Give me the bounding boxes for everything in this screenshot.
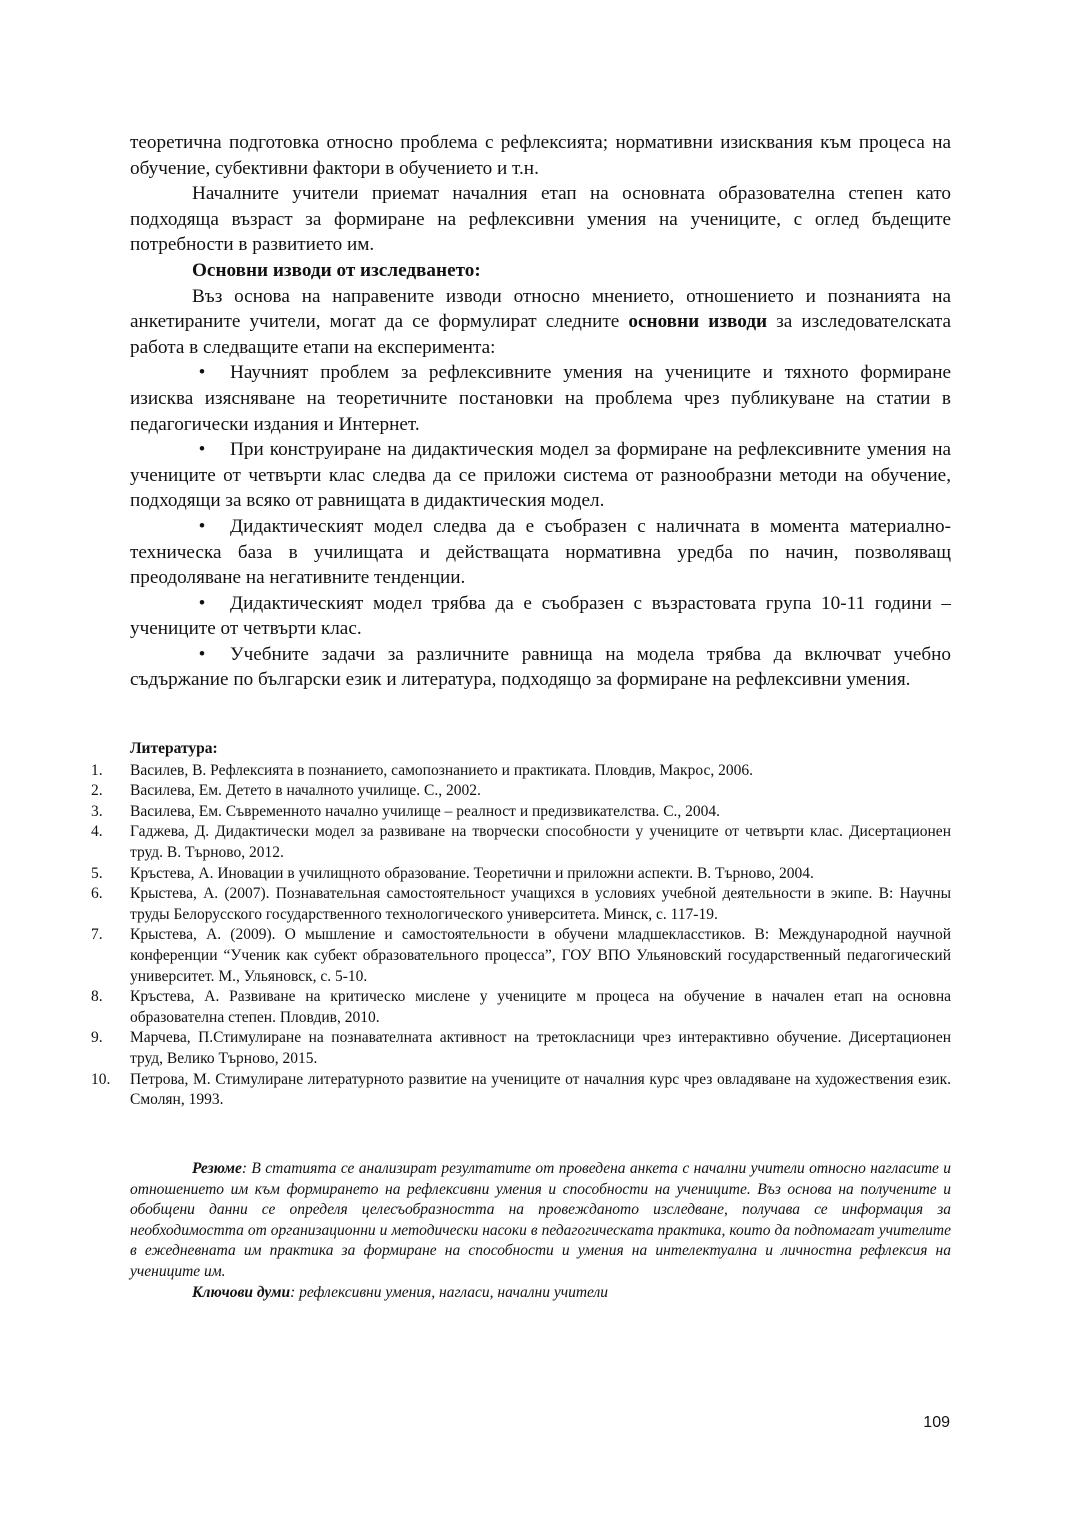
reference-number: 8.: [91, 988, 103, 1006]
reference-text: Василева, Ем. Съвременното начално училище – реалност и предизвикателства. С., 2004.: [130, 802, 721, 820]
reference-text: Гаджева, Д. Дидактически модел за развиване на творчески способности у учениците от четвърти клас. Дисертационен труд. В. Търново, 2012.: [130, 823, 951, 861]
reference-item: [91, 822, 951, 863]
reference-item: [91, 802, 951, 823]
keywords-label: Ключови думи: [192, 1283, 291, 1301]
reference-text: Крыстева, А. (2007). Познавательная самостоятельност учащихся в условиях учебной деятельности в экипе. В: Научны труды Белорусского государственного технологического университета. Минск, с. 117-19.: [130, 885, 951, 923]
reference-number: 2.: [91, 782, 103, 800]
reference-number: 3.: [91, 802, 103, 820]
reference-number: 10.: [91, 1070, 111, 1088]
bullet-text: Дидактическият модел следва да е съобразен с наличната в момента материално-техническа база в училищата и действащата нормативна уредба по начин, позволяващ преодоляване на негативните тенденции.: [130, 515, 951, 589]
bullet-item: [130, 437, 951, 514]
bullet-icon: •: [198, 362, 206, 384]
bullet-text: При конструиране на дидактическия модел за формиране на рефлексивните умения на учениците от четвърти клас следва да се приложи система от разнообразни методи на обучение, подходящи за всяко от равнищата в дидактическия модел.: [130, 439, 951, 512]
bullet-text: Дидактическият модел трябва да е съобразен с възрастовата група 10-11 години – учениците от четвърти клас.: [130, 592, 951, 640]
reference-item: [91, 884, 951, 925]
reference-text: Кръстева, А. Развиване на критическо мислене у учениците м процеса на обучение в начален етап на основна образователна степен. Пловдив, 2010.: [130, 988, 951, 1026]
bullet-item: [130, 514, 951, 591]
bullet-icon: •: [198, 515, 206, 537]
body-text: [130, 130, 951, 693]
reference-item: [91, 781, 951, 802]
conclusions-heading: Основни изводи от изследването:: [192, 259, 481, 281]
bullet-text: Научният проблем за рефлексивните умения на учениците и тяхното формиране изисква изясняване на теоретичните постановки на проблема чрез публикуване на статии в педагогически издания и Интернет.: [130, 362, 951, 435]
abstract-text: : В статията се анализират резултатите от проведена анкета с начални учители относно нагласите и отношението им към формирането на рефлексивни умения и способности на учениците. Въз основа на получените и обобщени данни се определя целесъобразността на провежданото изследване, получава се информация за необходимостта от организационни и методически насоки в педагогическата практика, които да подпомагат учителите в ежедневната им практика за формиране на способности и умения на интелектуална и личностна рефлексия на учениците им.: [130, 1160, 951, 1280]
paragraph-conclusions-intro: [130, 284, 951, 361]
reference-number: 6.: [91, 885, 103, 903]
reference-item: [91, 1070, 951, 1111]
keywords-paragraph: [130, 1283, 951, 1304]
bullet-icon: •: [198, 439, 206, 461]
bullet-item: [130, 360, 951, 437]
bullet-icon: •: [198, 592, 206, 614]
summary-section: [130, 1159, 951, 1303]
reference-number: 4.: [91, 823, 103, 841]
references-section: [91, 739, 951, 1111]
bullet-text: Учебните задачи за различните равнища на модела трябва да включват учебно съдържание по български език и литература, подходящо за формиране на рефлексивни умения.: [130, 643, 951, 691]
references-title: Литература:: [130, 740, 218, 757]
reference-text: Кръстева, А. Иновации в училищното образование. Теоретични и приложни аспекти. В. Търново, 2004.: [130, 864, 814, 882]
reference-item: [91, 864, 951, 885]
reference-text: Петрова, М. Стимулиране литературното развитие на учениците от началния курс чрез овладяване на художествения език. Смолян, 1993.: [130, 1070, 951, 1109]
keywords-text: : рефлексивни умения, нагласи, начални учители: [290, 1283, 609, 1301]
reference-number: 5.: [91, 864, 103, 882]
bullet-item: [130, 591, 951, 642]
reference-text: Марчева, П.Стимулиране на познавателната активност на третокласници чрез интерактивно обучение. Дисертационен труд, Велико Търново, 2015.: [130, 1029, 951, 1067]
reference-number: 7.: [91, 926, 103, 944]
conclusions-intro-tail: за изследователската работа в следващите етапи на експеримента:: [130, 311, 951, 358]
reference-text: Василев, В. Рефлексията в познанието, самопознанието и практиката. Пловдив, Макрос, 2006.: [130, 761, 753, 779]
reference-number: 1.: [91, 761, 103, 779]
references-list: [91, 761, 951, 1111]
reference-item: [91, 1028, 951, 1069]
intro-paragraph: теоретична подготовка относно проблема с рефлексията; нормативни изисквания към процеса на обучение, субективни фактори в обучението и т.н.: [130, 132, 951, 179]
reference-number: 9.: [91, 1029, 103, 1047]
paragraph-teachers: Началните учители приемат началния етап на основната образователна степен като подходяща възраст за формиране на рефлексивни умения на учениците, с оглед бъдещите потребности в развитието им.: [130, 183, 951, 256]
reference-item: [91, 761, 951, 782]
abstract-label: Резюме: [192, 1160, 242, 1177]
abstract-paragraph: [130, 1159, 951, 1283]
reference-text: Василева, Ем. Детето в началното училище. С., 2002.: [130, 782, 481, 800]
reference-text: Крыстева, А. (2009). О мышление и самостоятельности в обучени младшекласстиков. В: Международной научной конференции “Ученик как субект образовательного процесса”, ГОУ ВПО Ульяновский государственный педагогический университет. М., Ульяновск, с. 5-10.: [130, 926, 951, 985]
conclusions-intro-text: Въз основа на направените изводи относно мнението, отношението и познанията на анкетираните учители, могат да се формулират следните: [130, 285, 951, 333]
bullet-item: [130, 642, 951, 693]
conclusions-bold-term: основни изводи: [628, 311, 768, 333]
reference-item: [91, 987, 951, 1028]
reference-item: [91, 925, 951, 987]
bullet-icon: •: [198, 643, 206, 665]
page-number: 109: [923, 1414, 950, 1431]
